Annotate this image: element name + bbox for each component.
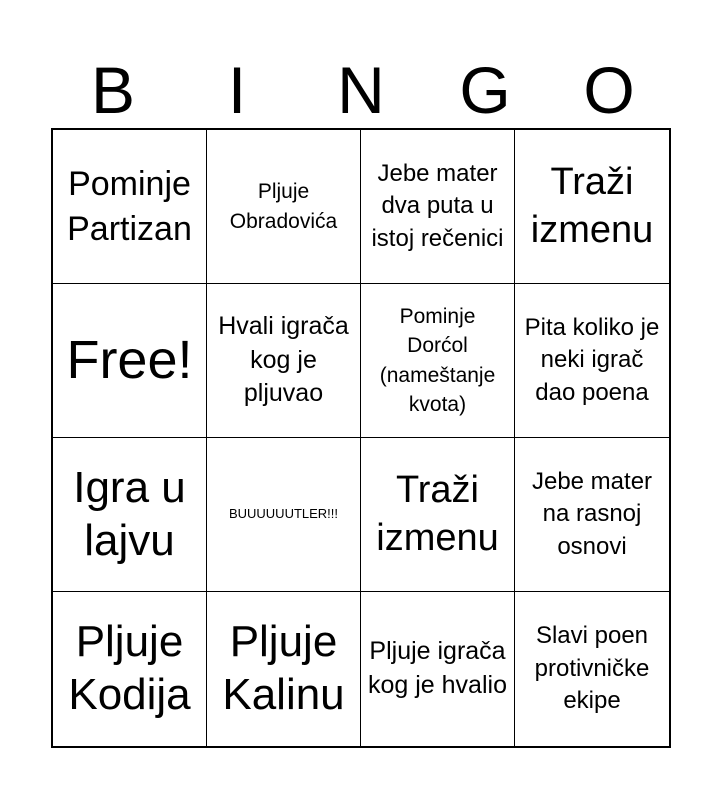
cell-text: Pominje Partizan (67, 165, 192, 248)
bingo-cell[interactable] (515, 284, 669, 438)
free-space-cell[interactable] (53, 284, 207, 438)
cell-text: Hvali igrača kog je pljuvao (218, 311, 349, 408)
cell-text: Igra u lajvu (73, 462, 186, 565)
bingo-cell[interactable] (207, 130, 361, 284)
header-letter-i: I (227, 53, 247, 127)
cell-text: Slavi poen protivničke ekipe (534, 622, 650, 715)
cell-text: Pljuje Obradovića (229, 180, 338, 233)
bingo-cell[interactable] (53, 592, 207, 746)
header-letter-n: N (337, 53, 385, 127)
bingo-cell[interactable] (361, 130, 515, 284)
bingo-cell[interactable] (515, 130, 669, 284)
cell-text: Traži izmenu (530, 161, 654, 251)
cell-text: Pominje Dorćol (nameštanje kvota) (379, 304, 496, 416)
bingo-cell[interactable] (53, 130, 207, 284)
cell-text: Jebe mater dva puta u istoj rečenici (371, 159, 504, 252)
bingo-cell[interactable] (53, 438, 207, 592)
bingo-cell[interactable] (361, 284, 515, 438)
bingo-cell[interactable] (515, 592, 669, 746)
bingo-cell[interactable] (361, 438, 515, 592)
bingo-cell[interactable] (207, 438, 361, 592)
bingo-header (51, 52, 671, 128)
bingo-cell[interactable] (515, 438, 669, 592)
header-letter-o: O (583, 53, 635, 127)
cell-text: Traži izmenu (376, 469, 499, 559)
bingo-cell[interactable] (361, 592, 515, 746)
cell-text: Jebe mater na rasnoj osnovi (531, 467, 653, 560)
free-space-text: Free! (66, 330, 193, 391)
cell-text: Pita koliko je neki igrač dao poena (524, 313, 660, 406)
bingo-cell[interactable] (207, 592, 361, 746)
cell-text: BUUUUUUTLER!!! (228, 506, 339, 522)
bingo-cell[interactable] (207, 284, 361, 438)
bingo-board (51, 128, 671, 748)
header-letter-g: G (459, 53, 511, 127)
cell-text: Pljuje igrača kog je hvalio (368, 637, 507, 699)
cell-text: Pljuje Kalinu (222, 617, 345, 719)
header-letter-b: B (90, 53, 136, 127)
cell-text: Pljuje Kodija (68, 617, 191, 719)
